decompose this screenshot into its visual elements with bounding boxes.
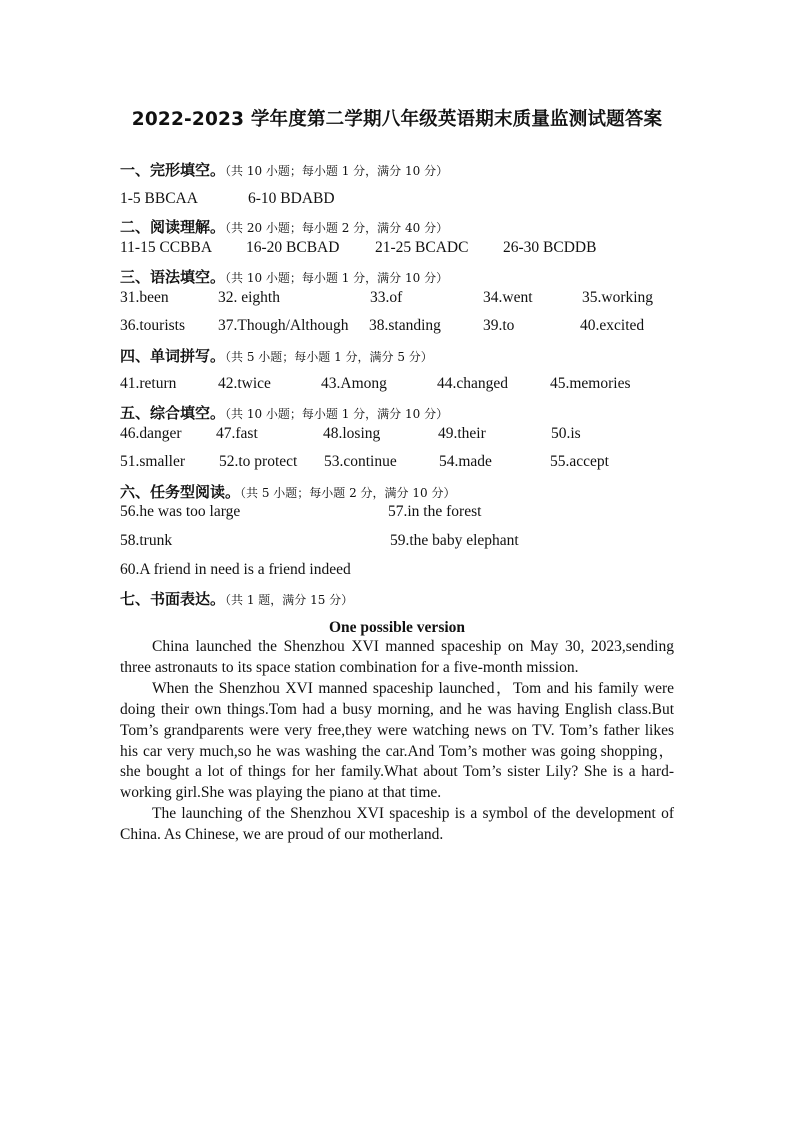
section-note: （共 10 小题；每小题 1 分，满分 10 分） [225,271,449,285]
section-note: （共 5 小题；每小题 2 分，满分 10 分） [240,486,456,500]
section-note: （共 10 小题；每小题 1 分，满分 10 分） [225,407,449,421]
essay-paragraph: The launching of the Shenzhou XVI spaceship is a symbol of the development of China. As Chinese, we are proud of our motherland. [120,805,674,844]
answer-item: 58.trunk [120,532,173,549]
section-label: 七、书面表达。 [120,590,226,608]
section-label: 五、综合填空。 [120,404,226,422]
section-label: 三、语法填空。 [120,268,226,286]
section-label: 一、完形填空。 [120,161,226,179]
answer-item: 41.return [120,375,177,392]
section-note: （共 10 小题；每小题 1 分，满分 10 分） [225,164,449,178]
answer-item: 11-15 CCBBA [120,239,213,256]
answer-item: 34.went [483,289,533,306]
answer-item: 53.continue [324,453,397,470]
answer-item: 32. eighth [218,289,280,306]
answer-item: 56.he was too large [120,503,241,520]
section-heading-task-reading [120,481,455,504]
answer-item: 38.standing [369,317,441,334]
answer-item: 1-5 BBCAA [120,190,198,207]
answer-item: 40.excited [580,317,645,334]
answer-item: 21-25 BCADC [375,239,469,256]
answer-item: 6-10 BDABD [248,190,335,207]
answer-item: 42.twice [218,375,271,392]
answer-item: 60.A friend in need is a friend indeed [120,561,351,578]
answer-item: 36.tourists [120,317,186,334]
answer-item: 59.the baby elephant [390,532,519,549]
section-heading-writing [120,588,353,611]
section-note: （共 20 小题；每小题 2 分，满分 40 分） [225,221,449,235]
page-title: 2022-2023 学年度第二学期八年级英语期末质量监测试题答案 [131,109,663,130]
essay-paragraph: When the Shenzhou XVI manned spaceship launched，Tom and his family were doing their own things.Tom had a busy morning, and he was having English class.But Tom’s grandparents were very free,they were watching news on TV. Tom’s father likes his car very much,so he was washing the car.And Tom’s mother was going shopping，she bought a lot of things for her family.What about Tom’s sister Lily? She is a hard-working girl.She was playing the piano at that time. [120,679,674,802]
section-heading-cloze [120,159,448,182]
answer-item: 43.Among [321,375,387,392]
answer-item: 52.to protect [219,453,298,470]
section-note: （共 5 小题；每小题 1 分，满分 5 分） [225,350,433,364]
answer-item: 54.made [439,453,492,470]
answer-item: 46.danger [120,425,182,442]
section-heading-spelling [120,345,433,368]
answer-item: 48.losing [323,425,381,442]
answer-item: 49.their [438,425,486,442]
section-note: （共 1 题，满分 15 分） [225,593,354,607]
answer-item: 35.working [582,289,654,306]
section-label: 二、阅读理解。 [120,218,226,236]
answer-item: 57.in the forest [388,503,482,520]
answer-item: 45.memories [550,375,631,392]
answer-item: 26-30 BCDDB [503,239,597,256]
section-heading-grammar [120,266,448,289]
answer-item: 39.to [483,317,515,334]
answer-item: 37.Though/Although [218,317,349,334]
essay-body [120,637,674,846]
answer-item: 47.fast [216,425,258,442]
essay-title: One possible version [328,619,466,636]
section-label: 六、任务型阅读。 [120,483,241,501]
answer-item: 51.smaller [120,453,185,470]
essay-paragraph: China launched the Shenzhou XVI manned spaceship on May 30, 2023,sending three astronauts to its space station combination for a five-month mission. [120,638,674,676]
answer-item: 33.of [370,289,403,306]
answer-item: 16-20 BCBAD [246,239,340,256]
answer-item: 55.accept [550,453,609,470]
answer-item: 44.changed [437,375,509,392]
answer-item: 50.is [551,425,581,442]
section-heading-comprehensive [120,402,448,425]
section-heading-reading [120,216,448,239]
answer-item: 31.been [120,289,169,306]
section-label: 四、单词拼写。 [120,347,226,365]
